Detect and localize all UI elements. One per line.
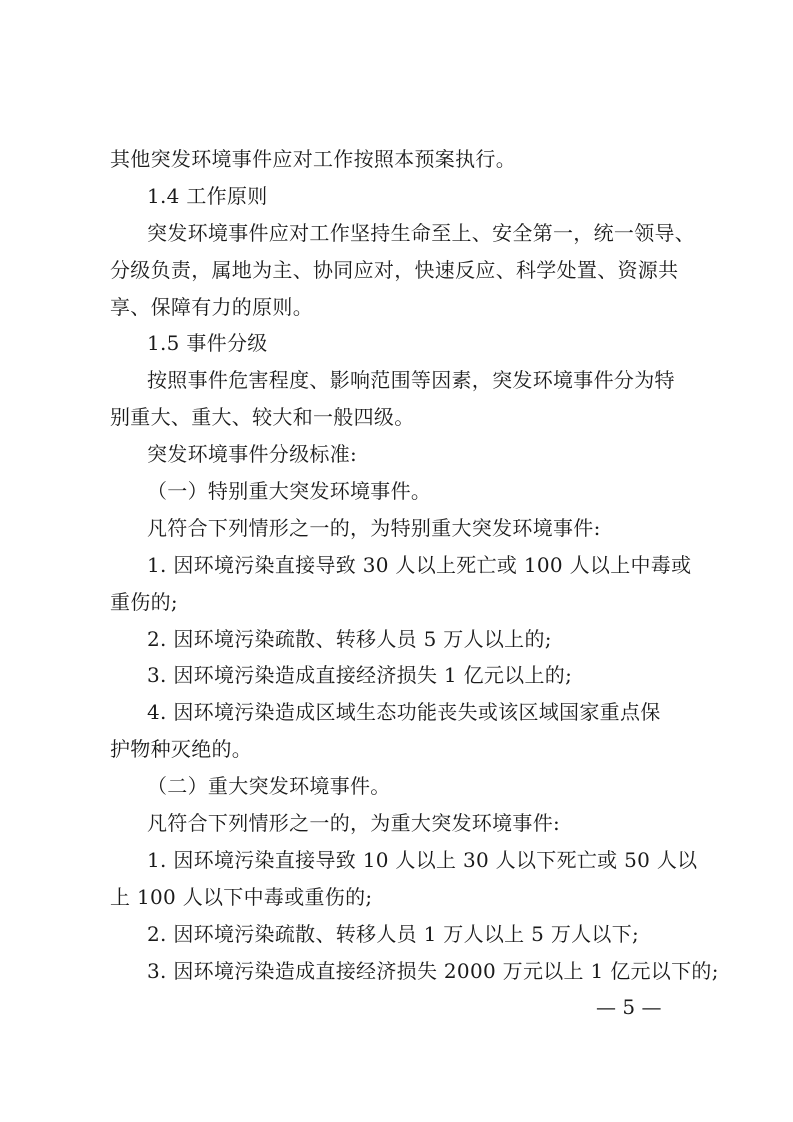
list-item: 2. 因环境污染疏散、转移人员 1 万人以上 5 万人以下; — [147, 921, 640, 946]
list-item: 1. 因环境污染直接导致 30 人以上死亡或 100 人以上中毒或 — [147, 552, 692, 577]
subsection-heading: （一）特别重大突发环境事件。 — [147, 479, 432, 504]
list-item: 4. 因环境污染造成区域生态功能丧失或该区域国家重点保 — [147, 700, 661, 725]
text-line: 分级负责，属地为主、协同应对，快速反应、科学处置、资源共 — [110, 257, 679, 282]
list-item: 1. 因环境污染直接导致 10 人以上 30 人以下死亡或 50 人以 — [147, 847, 698, 872]
text-line: 按照事件危害程度、影响范围等因素，突发环境事件分为特 — [147, 368, 675, 393]
text-line: 突发环境事件应对工作坚持生命至上、安全第一，统一领导、 — [147, 220, 696, 245]
text-line: 凡符合下列情形之一的，为重大突发环境事件: — [147, 811, 561, 836]
list-item: 2. 因环境污染疏散、转移人员 5 万人以上的; — [147, 626, 552, 651]
text-line: 凡符合下列情形之一的，为特别重大突发环境事件: — [147, 515, 601, 540]
text-line: 享、保障有力的原则。 — [110, 294, 313, 319]
text-line: 别重大、重大、较大和一般四级。 — [110, 405, 415, 430]
body-text — [110, 141, 719, 989]
page-number: — 5 — — [596, 995, 662, 1019]
text-line: 突发环境事件分级标准: — [147, 442, 358, 467]
subsection-heading: （二）重大突发环境事件。 — [147, 774, 391, 799]
text-line: 上 100 人以下中毒或重伤的; — [110, 884, 373, 909]
text-line: 其他突发环境事件应对工作按照本预案执行。 — [110, 147, 516, 171]
text-line: 护物种灭绝的。 — [110, 737, 253, 762]
section-heading: 1.5 事件分级 — [147, 331, 268, 356]
section-heading: 1.4 工作原则 — [147, 183, 268, 208]
list-item: 3. 因环境污染造成直接经济损失 2000 万元以上 1 亿元以下的; — [147, 958, 719, 983]
list-item: 3. 因环境污染造成直接经济损失 1 亿元以上的; — [147, 663, 573, 688]
text-line: 重伤的; — [110, 589, 178, 614]
